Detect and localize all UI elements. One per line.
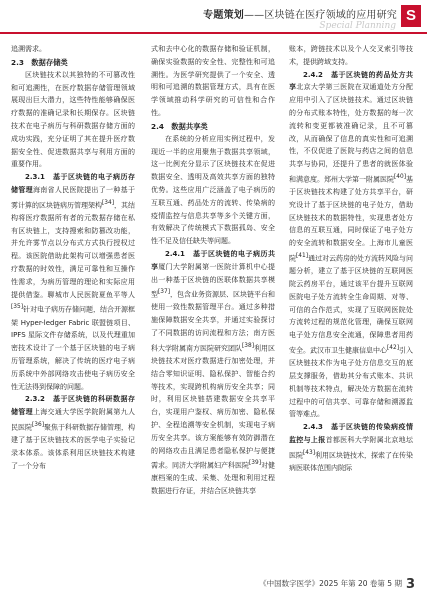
paragraph-text: 对健康档案的生成、采集、处理和利用过程数据进行存证，并结合区块链共享 [151,461,275,496]
paragraph-text: 利用区块链技术，探索了在传染病医联体范围内院际 [289,451,413,472]
paragraph-text: 针对电子病历存储问题，结合开源框架 Hyper-ledger Fabric 联盟链项目、IPFS 星际文件存储系统，以及代理重加密技术设计了一个基于区块链的电子病历管理系统，解决了传统的医疗电子病历系统中外部网络攻击使电子病历安全性无法得到保障的问题。 [11,305,135,391]
subsection-heading: 2.3.2 基于区块链的科研数据存储管理 [11,395,135,417]
running-title [203,6,397,21]
citation: [42] [387,344,399,351]
paragraph [289,421,413,475]
section-heading: 2.3 数据存储类 [11,57,68,67]
paragraph-text: 上海交通大学医学院附属第九人民医院 [11,408,135,432]
page-number: 3 [405,577,415,592]
section-label: 专题策划 [203,10,244,21]
citation: [40] [394,173,406,180]
paragraph: 追溯需求。 [11,45,46,53]
subsection-heading: 2.3.1 基于区块链的电子病历存储管理 [11,173,135,194]
text-column-middle [151,43,275,568]
citation: [37] [158,289,170,296]
section-badge: S [401,5,421,27]
citation: [43] [303,449,315,456]
text-column-left [11,43,135,568]
page-header [0,0,427,36]
citation: [39] [249,460,261,467]
paragraph-text: 利用区块链技术对医疗数据进行加密处理，并结合零知识证明、隐私保护、智能合约等技术，实现跨机构病历安全共享；同时，利用区块链搭建数据安全共享平台，实现用户鉴权、病历加密、隐私保护、全程追溯等安全机制，实现电子病历安全共享。该方案能够有效防御潜在的网络攻击且满足患者隐私保护与便捷需求。同济大学附属妇产科医院 [151,344,275,470]
paragraph-text: 厦门大学附属第一医院计算机中心提出一种基于区块链的医联体数据共享模型 [151,262,275,299]
paragraph-text: 海南省人民医院提出了一种基于雾计算的区块链病历管理架构 [11,185,135,210]
paragraph: 在系统的分析应用实例过程中，发现近一半的应用聚焦于数据共享领域，这一比例充分显示了区块链技术在促进数据安全、透明及高效共享方面的独特优势。这些应用广泛涵盖了电子病历的互联互通、药品处方的流转、传染病的疫情监控与信息共享等多个关键方面，有效解决了传统模式下数据孤岛、安全性不足及信任缺失等问题。 [151,134,275,246]
subsection-heading: 2.4.1 基于区块链的电子病历共享 [151,249,275,271]
journal-citation: 《中国数字医学》2025 年第 20 卷第 5 期 [259,579,402,588]
subsection-heading: 2.4.2 基于区块链的药品处方共享 [289,70,413,92]
citation: [35] [11,304,23,311]
paragraph-text: 引入区块链技术作为电子处方信息交互的底层支撑服务，借助其分布式账本、共识机制等技术特点，解决处方数据在流转过程中的可信共享、可靠存储和溯源监管等难点。 [289,346,413,419]
citation: [41] [296,253,308,260]
paragraph-text: ，包含业务资源层、区块链平台和使用一致性数据管理平台。通过多种措施保障数据安全共享，并通过实验探讨了不同数据的访问流程和方法；南方医科大学附属南方医院研究团队 [151,290,275,353]
paragraph [289,69,413,422]
paragraph: 式和去中心化的数据存储和验证机制，确保实验数据的安全性、完整性和可追溯性。为医学研究提供了一个安全、透明和可追溯的数据管理方式，具有在医学领域推动科学研究的可信性和合作性。 [151,45,275,117]
subsection-heading: 2.4.3 基于区块链的传染病疫情监控与上报 [289,423,413,444]
paragraph-text: 北京大学第三医院在双通道处方分配应用中引入了区块链技术。通过区块链的分布式账本特性，处方数据的每一次流转和变更都被准确记录，且不可篡改，从而确保了信息的真实性和可追溯性，不仅促进了医院与药店之间的信息共享与协同，还提升了患者的就医体验和满意度。郑州大学第一附属医院 [289,83,413,184]
paragraph-text: 首都医科大学附属北京地坛医院 [289,435,413,460]
section-label-english: Special Planning [319,21,396,31]
paragraph-text: 通过对云药房的处方流转风险与问题分析，建立了基于区块链的互联网医院云药房平台，通过该平台提升互联网医院电子处方流转全生命周期、对等、可信的合作范式，实现了互联网医院处方流转过程的规范化管理，确保互联网电子处方信息安全流通，保障患者用药安全。武汉市卫生健康信息中心 [289,254,413,355]
header-rule [0,32,427,34]
text-column-right [289,43,413,568]
citation: [36] [32,421,44,428]
citation: [38] [242,342,254,349]
paragraph [11,393,135,472]
title-separator: —— [243,10,265,21]
paragraph-text: 聚焦于科研数据存储管理，构建了基于区块链技术的医学电子实验记录本体系。该体系利用区块链技术构建了一个分布 [11,423,135,470]
page-footer [259,577,415,592]
paragraph [151,248,275,498]
paragraph-text: 基于区块链技术构建了处方共享平台，研究设计了基于区块链的电子处方，借助区块链技术的数据特性，实现患者处方信息的互联互通，同时保证了电子处方的安全流转和数据安全。上海市儿童医院 [289,175,413,263]
paragraph: 区块链技术以其独特的不可篡改性和可追溯性，在医疗数据存储管理领域展现出巨大潜力，这些特性能够确保医疗数据的准确记录和长期保存。区块链技术在电子病历与科研数据存储方面的成功实践，充分证明了其在提升医疗数据安全性、促进数据共享与利用方面的重要作用。 [11,70,135,169]
citation: [34] [102,199,114,206]
paragraph-text: ，其结构将医疗数据所有者的元数据存储在私有区块链上，支持搜索和防篡改功能，并允许雾节点以分布式方式执行授权过程。该医院借助此架构可以增强患者医疗数据的时效性，满足可靠性和互操作性需求，为病历管理的理论和实际应用提供借鉴。聊城市人民医院夏鱼平等人 [11,201,135,299]
section-heading: 2.4 数据共享类 [151,121,208,131]
article-title: 区块链在医疗领域的应用研究 [264,10,397,21]
paragraph [11,171,135,393]
paragraph: 账本，跨链技术以及个人交叉索引等技术，提供跨域支持。 [289,45,413,66]
